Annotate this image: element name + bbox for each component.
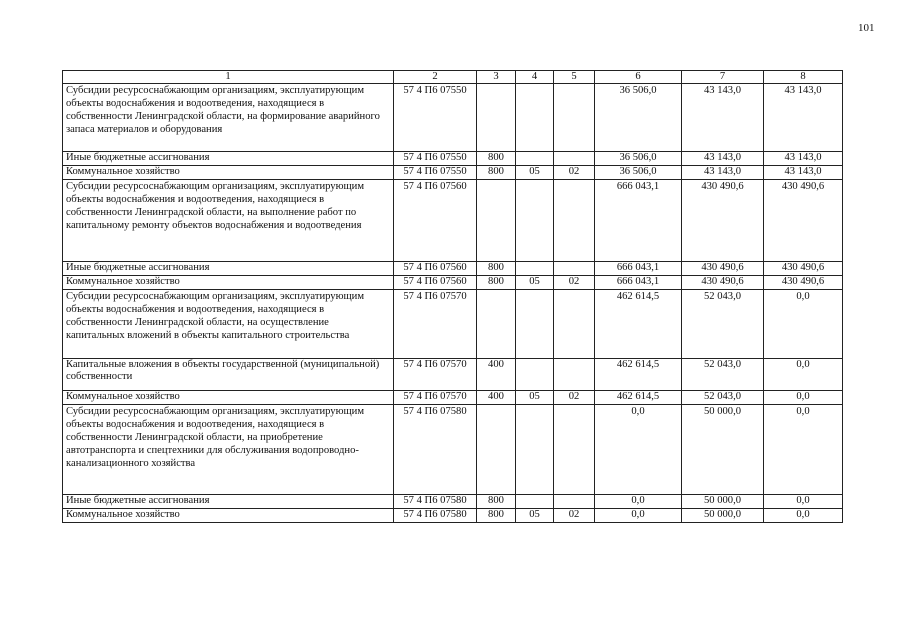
cell-subsection [554,152,595,166]
cell-subsection [554,359,595,391]
table-row-allocation [63,262,843,276]
cell-amount-col7: 430 490,6 [682,276,764,290]
header-col-8: 8 [764,71,843,84]
table-row-allocation [63,152,843,166]
table-row-allocation [63,391,843,405]
cell-amount-col8: 0,0 [764,391,843,405]
cell-group: 800 [477,276,516,290]
cell-section [516,405,554,495]
cell-code: 57 4 П6 07570 [394,290,477,359]
header-col-1: 1 [63,71,394,84]
cell-section [516,262,554,276]
cell-section: 05 [516,276,554,290]
cell-amount-col8: 430 490,6 [764,180,843,262]
cell-group: 800 [477,509,516,523]
table-body [63,84,843,523]
budget-table [62,70,843,523]
cell-name: Коммунальное хозяйство [63,276,394,290]
cell-amount-col7: 43 143,0 [682,166,764,180]
cell-group: 800 [477,495,516,509]
cell-section [516,152,554,166]
page-number: 101 [858,22,875,34]
cell-name: Иные бюджетные ассигнования [63,495,394,509]
cell-code: 57 4 П6 07560 [394,262,477,276]
cell-subsection: 02 [554,166,595,180]
cell-name: Субсидии ресурсоснабжающим организациям, эксплуатирующим объекты водоснабжения и водоотведения, находящиеся в собственности Ленинградской области, на приобретение автотранспорта и спецтехники для обслуживания водопроводно-канализационного хозяйства [63,405,394,495]
header-col-7: 7 [682,71,764,84]
cell-group: 400 [477,359,516,391]
cell-amount-col8: 0,0 [764,405,843,495]
cell-group: 800 [477,166,516,180]
header-col-4: 4 [516,71,554,84]
cell-name: Субсидии ресурсоснабжающим организациям, эксплуатирующим объекты водоснабжения и водоотведения, находящиеся в собственности Ленинградской области, на выполнение работ по капитальному ремонту объектов водоснабжения и водоотведения [63,180,394,262]
cell-amount-col7: 52 043,0 [682,391,764,405]
cell-amount-col6: 462 614,5 [595,290,682,359]
cell-amount-col6: 0,0 [595,405,682,495]
cell-section [516,359,554,391]
table-row-allocation [63,495,843,509]
cell-amount-col8: 43 143,0 [764,84,843,152]
table-row-program [63,290,843,359]
cell-section [516,290,554,359]
cell-amount-col7: 52 043,0 [682,359,764,391]
cell-amount-col6: 462 614,5 [595,391,682,405]
cell-subsection: 02 [554,509,595,523]
cell-group [477,180,516,262]
table-row-program [63,180,843,262]
cell-section: 05 [516,509,554,523]
cell-amount-col8: 0,0 [764,509,843,523]
cell-name: Коммунальное хозяйство [63,391,394,405]
header-col-5: 5 [554,71,595,84]
cell-amount-col8: 0,0 [764,495,843,509]
cell-subsection [554,405,595,495]
cell-section [516,495,554,509]
cell-amount-col6: 666 043,1 [595,276,682,290]
cell-group: 400 [477,391,516,405]
cell-amount-col6: 0,0 [595,509,682,523]
cell-amount-col6: 666 043,1 [595,262,682,276]
cell-code: 57 4 П6 07580 [394,495,477,509]
cell-group: 800 [477,152,516,166]
table-row-allocation [63,166,843,180]
cell-section [516,180,554,262]
table-header-row [63,71,843,84]
cell-code: 57 4 П6 07570 [394,391,477,405]
cell-subsection [554,180,595,262]
cell-amount-col8: 430 490,6 [764,262,843,276]
cell-code: 57 4 П6 07560 [394,276,477,290]
cell-amount-col6: 666 043,1 [595,180,682,262]
cell-amount-col7: 50 000,0 [682,405,764,495]
header-col-6: 6 [595,71,682,84]
cell-code: 57 4 П6 07550 [394,166,477,180]
cell-amount-col7: 50 000,0 [682,495,764,509]
cell-amount-col6: 0,0 [595,495,682,509]
cell-group [477,84,516,152]
cell-name: Иные бюджетные ассигнования [63,262,394,276]
cell-amount-col7: 52 043,0 [682,290,764,359]
cell-name: Капитальные вложения в объекты государственной (муниципальной) собственности [63,359,394,391]
cell-code: 57 4 П6 07550 [394,84,477,152]
cell-code: 57 4 П6 07580 [394,509,477,523]
cell-subsection [554,262,595,276]
cell-section: 05 [516,166,554,180]
cell-amount-col6: 36 506,0 [595,166,682,180]
cell-amount-col8: 430 490,6 [764,276,843,290]
cell-amount-col6: 36 506,0 [595,84,682,152]
cell-amount-col6: 462 614,5 [595,359,682,391]
cell-subsection [554,495,595,509]
cell-amount-col7: 43 143,0 [682,152,764,166]
cell-subsection [554,290,595,359]
cell-code: 57 4 П6 07550 [394,152,477,166]
cell-amount-col7: 430 490,6 [682,180,764,262]
cell-amount-col7: 50 000,0 [682,509,764,523]
cell-name: Субсидии ресурсоснабжающим организациям, эксплуатирующим объекты водоснабжения и водоотведения, находящиеся в собственности Ленинградской области, на осуществление капитальных вложений в объекты капитального строительства [63,290,394,359]
cell-amount-col7: 430 490,6 [682,262,764,276]
cell-name: Коммунальное хозяйство [63,509,394,523]
cell-amount-col7: 43 143,0 [682,84,764,152]
cell-amount-col8: 0,0 [764,290,843,359]
cell-amount-col8: 43 143,0 [764,152,843,166]
cell-name: Коммунальное хозяйство [63,166,394,180]
cell-subsection: 02 [554,391,595,405]
cell-code: 57 4 П6 07570 [394,359,477,391]
table-row-allocation [63,276,843,290]
table-row-program [63,84,843,152]
cell-group: 800 [477,262,516,276]
cell-subsection: 02 [554,276,595,290]
table-row-allocation [63,509,843,523]
cell-code: 57 4 П6 07560 [394,180,477,262]
cell-name: Субсидии ресурсоснабжающим организациям, эксплуатирующим объекты водоснабжения и водоотведения, находящиеся в собственности Ленинградской области, на формирование аварийного запаса материалов и оборудования [63,84,394,152]
cell-section [516,84,554,152]
cell-name: Иные бюджетные ассигнования [63,152,394,166]
cell-section: 05 [516,391,554,405]
cell-amount-col8: 43 143,0 [764,166,843,180]
header-col-2: 2 [394,71,477,84]
cell-amount-col6: 36 506,0 [595,152,682,166]
cell-code: 57 4 П6 07580 [394,405,477,495]
cell-group [477,405,516,495]
header-col-3: 3 [477,71,516,84]
table-row-allocation [63,359,843,391]
table-row-program [63,405,843,495]
cell-subsection [554,84,595,152]
cell-group [477,290,516,359]
cell-amount-col8: 0,0 [764,359,843,391]
